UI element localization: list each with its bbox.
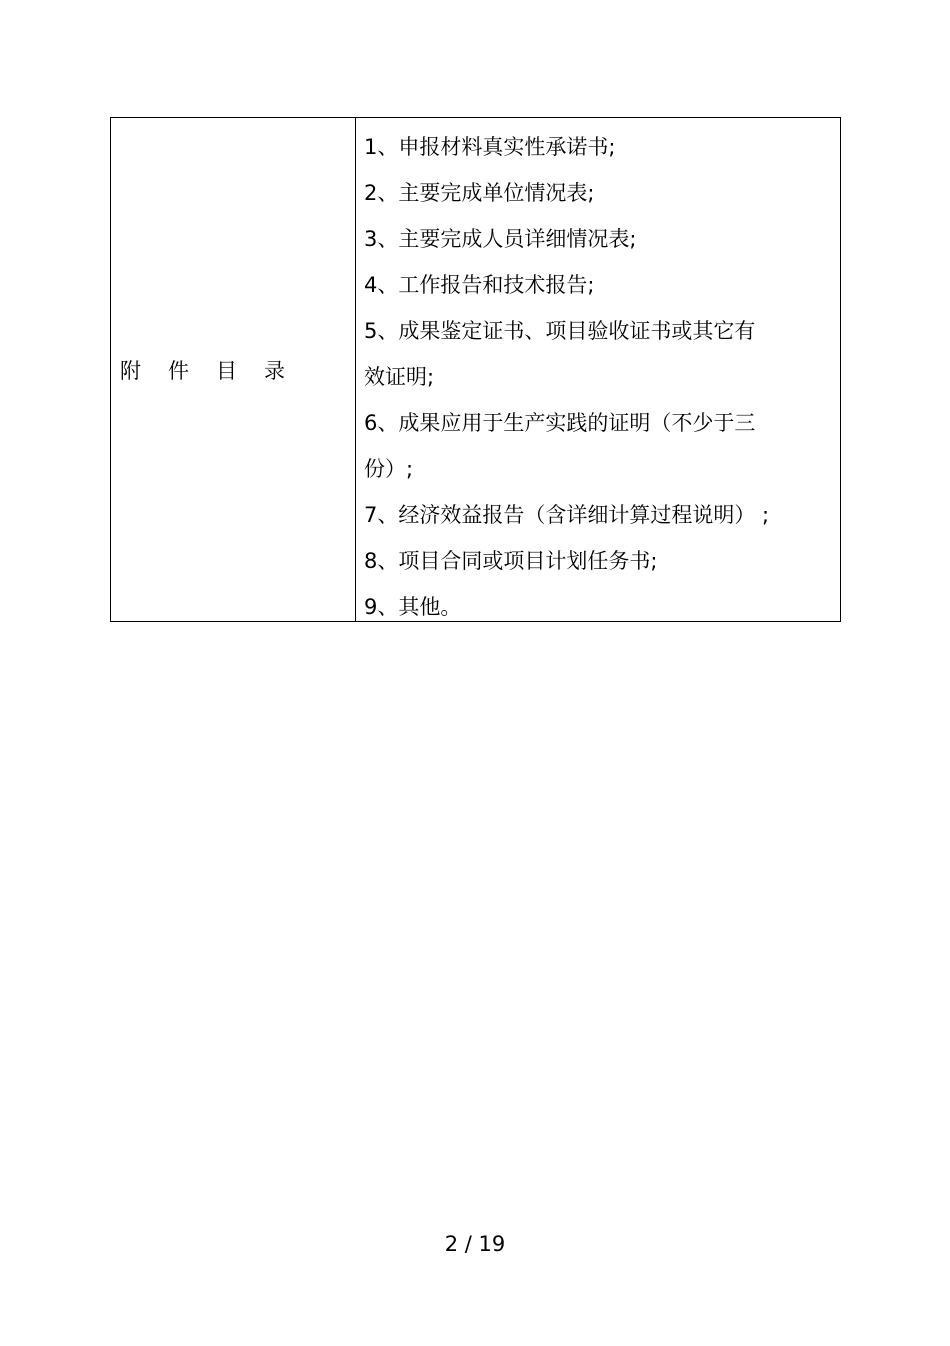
- attachment-list-item: 5、成果鉴定证书、项目验收证书或其它有: [364, 319, 756, 343]
- attachment-list-item: 9、其他。: [364, 595, 462, 619]
- attachment-list-item: 8、项目合同或项目计划任务书;: [364, 549, 658, 573]
- attachment-list-item: 4、工作报告和技术报告;: [364, 273, 595, 297]
- attachment-list-item: 2、主要完成单位情况表;: [364, 181, 595, 205]
- attachment-label: 附件目录: [120, 358, 312, 383]
- attachment-table: [110, 117, 841, 622]
- attachment-list-item: 1、申报材料真实性承诺书;: [364, 135, 616, 159]
- attachment-list-cell: [356, 118, 840, 621]
- attachment-list-item: 7、经济效益报告（含详细计算过程说明） ;: [364, 503, 770, 527]
- page-number: 2 / 19: [444, 1232, 506, 1256]
- attachment-list-item: 份）;: [364, 457, 414, 481]
- attachment-list-item: 3、主要完成人员详细情况表;: [364, 227, 637, 251]
- attachment-list-item: 6、成果应用于生产实践的证明（不少于三: [364, 411, 756, 435]
- attachment-label-cell: [111, 118, 356, 621]
- attachment-list-item: 效证明;: [364, 365, 435, 389]
